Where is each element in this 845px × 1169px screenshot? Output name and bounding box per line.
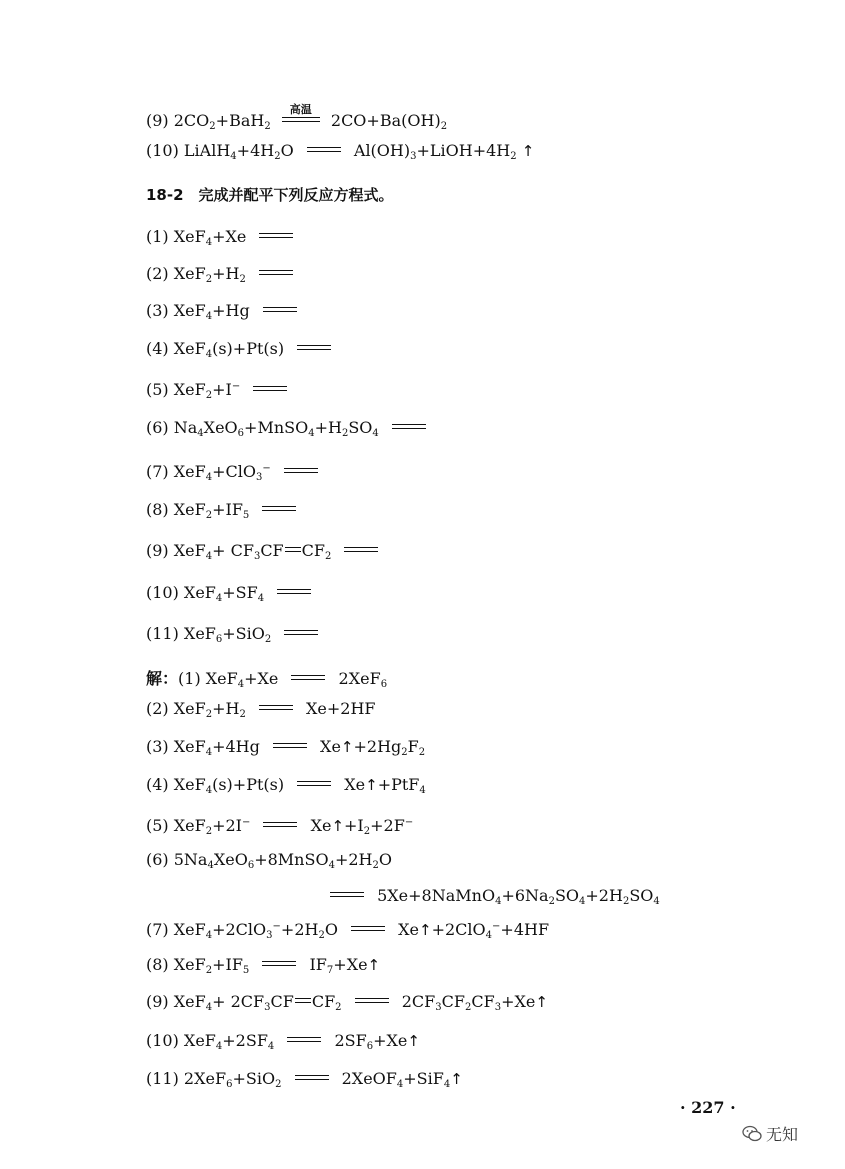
- question-9: (9) $XeF_4+ CF_3CF$ $CF_2$: [146, 540, 386, 568]
- answer-prefix: 解：: [146, 669, 179, 688]
- question-10: (10) $XeF_4+SF_4$: [146, 582, 319, 610]
- question-11: (11) XeF$_6$+SiO$_2$: [146, 623, 326, 651]
- page-number: · 227 ·: [680, 1098, 736, 1117]
- reaction-label: (9): [146, 111, 174, 130]
- answer-3: (3) XeF$_4$+4Hg $Xe↑+2Hg_2F_2$: [146, 737, 426, 758]
- answer-7: (7) $XeF_4+2ClO_3^-+2H_2O$ Xe↑+2ClO$_4$−+4HF: [146, 920, 550, 941]
- section-title: 18-2 完成并配平下列反应方程式。: [146, 186, 394, 204]
- answer-11: (11) 2XeF$_6$+SiO$_2$ 2XeOF$_4$+SiF$_4$↑: [146, 1069, 463, 1090]
- question-5: (5) XeF$_2$+I−: [146, 376, 295, 407]
- condition-equals: [282, 103, 320, 122]
- question-2: (2) $XeF_2+H_2$: [146, 263, 301, 291]
- wechat-chat-icon: [742, 1125, 762, 1143]
- watermark-text: 无知: [766, 1125, 799, 1144]
- reaction-line-9-top: (9) $2CO_2+BaH_2$ 高温 $2CO+Ba(OH)_2$: [146, 110, 447, 138]
- answer-9: (9) $XeF_4+ 2CF_3CF$ $CF_2$ $2CF_3CF_2CF_3+Xe↑$: [146, 992, 548, 1013]
- answer-4: (4) XeF$_4$(s)+Pt(s) Xe↑+PtF$_4$: [146, 775, 426, 796]
- question-6: (6) $Na_4XeO_6+MnSO_4+H_2SO_4$: [146, 417, 434, 445]
- question-4: (4) XeF$_4$(s)+Pt(s): [146, 338, 339, 366]
- answer-8: (8) $XeF_2+IF_5$ $IF_7+Xe↑$: [146, 955, 381, 976]
- question-8: (8) $XeF_2+IF_5$: [146, 499, 304, 527]
- question-1: (1) XeF$_4$+Xe: [146, 226, 301, 254]
- answer-6a: (6) $5Na_4XeO_6+8MnSO_4+2H_2O$: [146, 850, 392, 871]
- reaction-line-10-top: (10) $LiAlH_4+4H_2O$ $Al(OH)_3+LiOH+4H_2$ ↑: [146, 141, 535, 162]
- answer-1: 解：(1) XeF$_4$+Xe 2XeF$_6$: [146, 669, 388, 690]
- question-7: (7) XeF$_4$+ClO$_3$−: [146, 458, 326, 489]
- answer-6b: $5Xe+8NaMnO_4+6Na_2SO_4+2H_2SO_4$: [330, 885, 660, 913]
- question-3: (3) XeF$_4$+Hg: [146, 300, 305, 328]
- condition-label: 高温: [289, 103, 312, 116]
- answer-10: (10) $XeF_4+2SF_4$ $2SF_6+Xe↑$: [146, 1031, 420, 1052]
- watermark: [742, 1122, 798, 1145]
- answer-2: (2) $XeF_2+H_2$ Xe+2HF: [146, 699, 376, 720]
- answer-5: (5) XeF$_2$+2I− $Xe↑+I_2+2F^-$: [146, 816, 414, 837]
